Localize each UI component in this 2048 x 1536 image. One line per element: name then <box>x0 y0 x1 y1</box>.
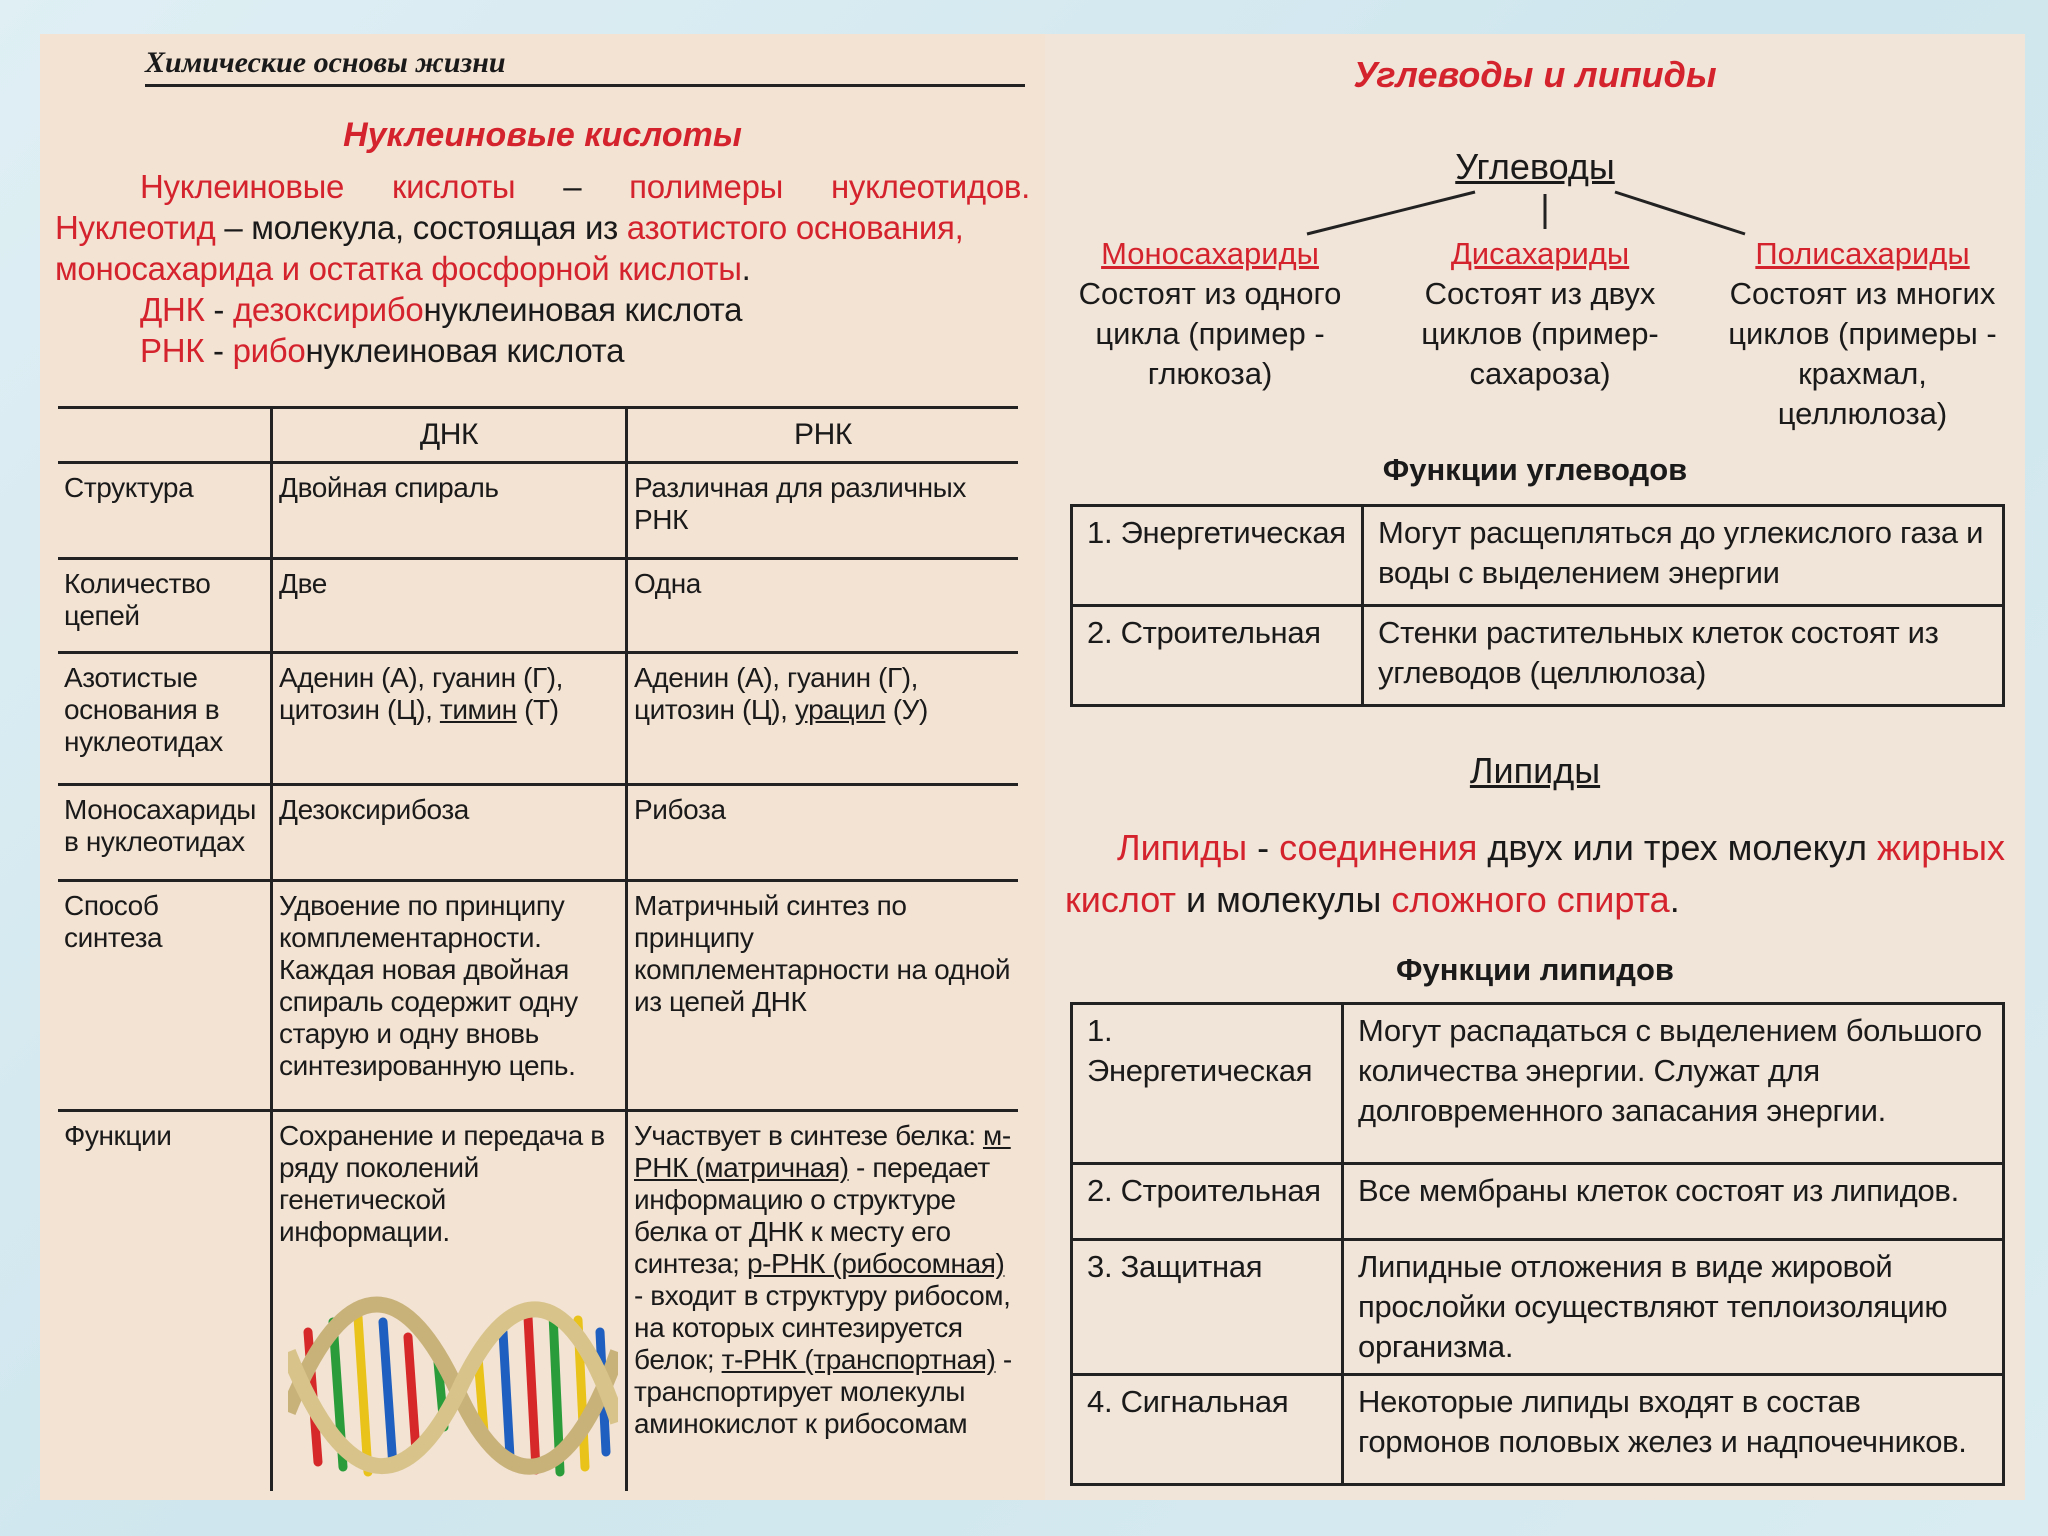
table-row <box>1072 1375 2004 1485</box>
thymine-term: тимин <box>439 694 517 725</box>
table-header-dna: ДНК <box>272 408 627 463</box>
def-text: - <box>1247 827 1280 868</box>
left-page <box>40 34 1045 1500</box>
branch-desc: Состоят из двух <box>1424 276 1656 311</box>
dna-cell: Удвоение по принципу комплементарности. Каждая новая двойная спираль содержит одну старую и одну вновь синтезированную цепь. <box>272 881 627 1111</box>
branch-desc: циклов (примеры - <box>1728 316 1997 351</box>
table-row <box>1072 1004 2004 1164</box>
branch-name: Моносахариды <box>1101 236 1319 271</box>
function-name: 1. Энергетическая <box>1072 1004 1343 1164</box>
table-row <box>58 559 1018 653</box>
rna-cell: Матричный синтез по принципу комплементарности на одной из цепей ДНК <box>627 881 1019 1111</box>
table-row <box>58 653 1018 785</box>
function-name: 3. Защитная <box>1072 1240 1343 1375</box>
trna-term: т-РНК (транспортная) <box>721 1344 996 1375</box>
branch-desc: цикла (пример - <box>1095 316 1325 351</box>
branch-desc: глюкоза) <box>1147 356 1273 391</box>
lipids-title: Липиды <box>1469 750 1601 791</box>
dna-rest: нуклеиновая кислота <box>423 291 743 328</box>
term-nucleotide: Нуклеотид <box>55 209 216 246</box>
intro-word: кислоты <box>391 168 516 205</box>
branch-desc: крахмал, целлюлоза) <box>1777 356 1948 431</box>
branch-name: Дисахариды <box>1450 236 1630 271</box>
dna-cell: Сохранение и передача в ряду поколений генетической информации. <box>272 1111 627 1491</box>
row-label: Моносахариды в нуклеотидах <box>58 785 272 881</box>
term-compounds: соединения <box>1279 827 1478 868</box>
rrna-term: р-РНК (рибосомная) <box>746 1248 1005 1279</box>
rna-prefix: рибо <box>232 332 306 369</box>
rna-rest: нуклеиновая кислота <box>305 332 625 369</box>
row-label: Азотистые основания в нуклеотидах <box>58 653 272 785</box>
table-row <box>1072 606 2004 706</box>
uracil-term: урацил <box>794 694 886 725</box>
table-row <box>58 785 1018 881</box>
intro-text: . <box>741 250 751 287</box>
term-acids: кислот <box>1065 879 1176 920</box>
intro-text: – молекула, состоящая из <box>215 209 627 246</box>
intro-line-2 <box>55 207 1030 248</box>
function-name: 4. Сигнальная <box>1072 1375 1343 1485</box>
cell-text: Аденин (А), гуанин (Г), цитозин (Ц), <box>279 662 564 725</box>
row-label: Способ синтеза <box>58 881 272 1111</box>
intro-word: Нуклеиновые <box>140 168 345 205</box>
table-row <box>1072 1240 2004 1375</box>
function-desc: Все мембраны клеток состоят из липидов. <box>1343 1164 2004 1240</box>
term-fatty: жирных <box>1877 827 2005 868</box>
branch-desc: Состоят из одного <box>1078 276 1342 311</box>
lipid-functions-title: Функции липидов <box>1396 952 1674 987</box>
dna-abbr: ДНК <box>140 291 205 328</box>
function-desc: Могут расщепляться до углекислого газа и воды с выделением энергии <box>1363 506 2004 606</box>
branch-monosaccharides <box>1065 234 1355 394</box>
intro-word: нуклеотидов. <box>830 168 1030 205</box>
rna-abbr: РНК <box>140 332 205 369</box>
dna-cell: Двойная спираль <box>272 463 627 559</box>
table-header-rna: РНК <box>627 408 1019 463</box>
def-text: . <box>1669 879 1680 920</box>
branch-polysaccharides <box>1710 234 2015 434</box>
dash: - <box>204 332 233 369</box>
row-label: Структура <box>58 463 272 559</box>
table-row <box>58 463 1018 559</box>
table-row <box>58 881 1018 1111</box>
dash: - <box>204 291 233 328</box>
rna-cell: Одна <box>627 559 1019 653</box>
carb-functions-title: Функции углеводов <box>1382 452 1688 487</box>
table-header-empty <box>58 408 272 463</box>
function-desc: Липидные отложения в виде жировой прослойки осуществляют теплоизоляцию организма. <box>1343 1240 2004 1375</box>
section-title-carbs-lipids: Углеводы и липиды <box>1353 54 1717 95</box>
cell-text: - транспортирует молекулы аминокислот к рибосомам <box>634 1344 1012 1439</box>
term-monosaccharide-phosphate: моносахарида и остатка фосфорной кислоты <box>55 250 742 287</box>
function-name: 2. Строительная <box>1072 606 1363 706</box>
cell-text: Аденин (А), гуанин (Г), цитозин (Ц), <box>634 662 919 725</box>
rna-cell <box>627 1111 1019 1491</box>
rna-definition <box>55 330 1030 371</box>
branch-desc: циклов (пример- <box>1421 316 1659 351</box>
dna-cell: Дезоксирибоза <box>272 785 627 881</box>
intro-dash: – <box>563 168 582 205</box>
nucleic-acids-intro <box>55 166 1030 371</box>
branch-desc: сахароза) <box>1469 356 1611 391</box>
intro-line-3 <box>55 248 1030 289</box>
branch-disaccharides <box>1390 234 1690 394</box>
dna-definition <box>55 289 1030 330</box>
table-row <box>1072 506 2004 606</box>
branch-desc: Состоят из многих <box>1729 276 1996 311</box>
lipid-functions-table <box>1070 1002 2005 1486</box>
right-page <box>1045 34 2025 1500</box>
row-label: Количество цепей <box>58 559 272 653</box>
row-label: Функции <box>58 1111 272 1491</box>
dna-cell <box>272 653 627 785</box>
function-desc: Стенки растительных клеток состоят из углеводов (целлюлоза) <box>1363 606 2004 706</box>
table-row <box>1072 1164 2004 1240</box>
rna-cell <box>627 653 1019 785</box>
term-complex-alcohol: сложного спирта <box>1391 879 1670 920</box>
cell-text: (Т) <box>516 694 559 725</box>
cell-text: - входит в структуру рибосом, на которых синтезируется белок; <box>634 1280 1011 1375</box>
cell-text: - передает информацию о структуре белка от ДНК к месту его синтеза; <box>634 1152 990 1279</box>
carb-functions-table <box>1070 504 2005 707</box>
def-text: и молекулы <box>1176 879 1392 920</box>
cell-text: Участвует в синтезе белка: <box>634 1120 983 1151</box>
section-title-nucleic-acids: Нуклеиновые кислоты <box>343 116 742 154</box>
dna-cell: Две <box>272 559 627 653</box>
term-nitrogen-base: азотистого основания, <box>626 209 964 246</box>
branch-name: Полисахариды <box>1755 236 1970 271</box>
rna-cell: Рибоза <box>627 785 1019 881</box>
lipids-definition <box>1065 822 2005 926</box>
function-desc: Могут распадаться с выделением большого количества энергии. Служат для долговременного запасания энергии. <box>1343 1004 2004 1164</box>
dna-prefix: дезоксирибо <box>232 291 424 328</box>
rna-cell: Различная для различных РНК <box>627 463 1019 559</box>
intro-word: полимеры <box>629 168 784 205</box>
carbs-root-label: Углеводы <box>1455 146 1615 187</box>
function-name: 1. Энергетическая <box>1072 506 1363 606</box>
term-lipids: Липиды <box>1116 827 1248 868</box>
mrna-term: м-РНК (матричная) <box>634 1120 1011 1183</box>
book-title: Химические основы жизни <box>145 46 1025 87</box>
function-desc: Некоторые липиды входят в состав гормонов половых желез и надпочечников. <box>1343 1375 2004 1485</box>
def-text: двух или трех молекул <box>1477 827 1878 868</box>
dna-helix-illustration <box>288 1292 618 1492</box>
table-header-row <box>58 408 1018 463</box>
cell-text: (У) <box>885 694 928 725</box>
intro-line-1 <box>55 166 1030 207</box>
function-name: 2. Строительная <box>1072 1164 1343 1240</box>
